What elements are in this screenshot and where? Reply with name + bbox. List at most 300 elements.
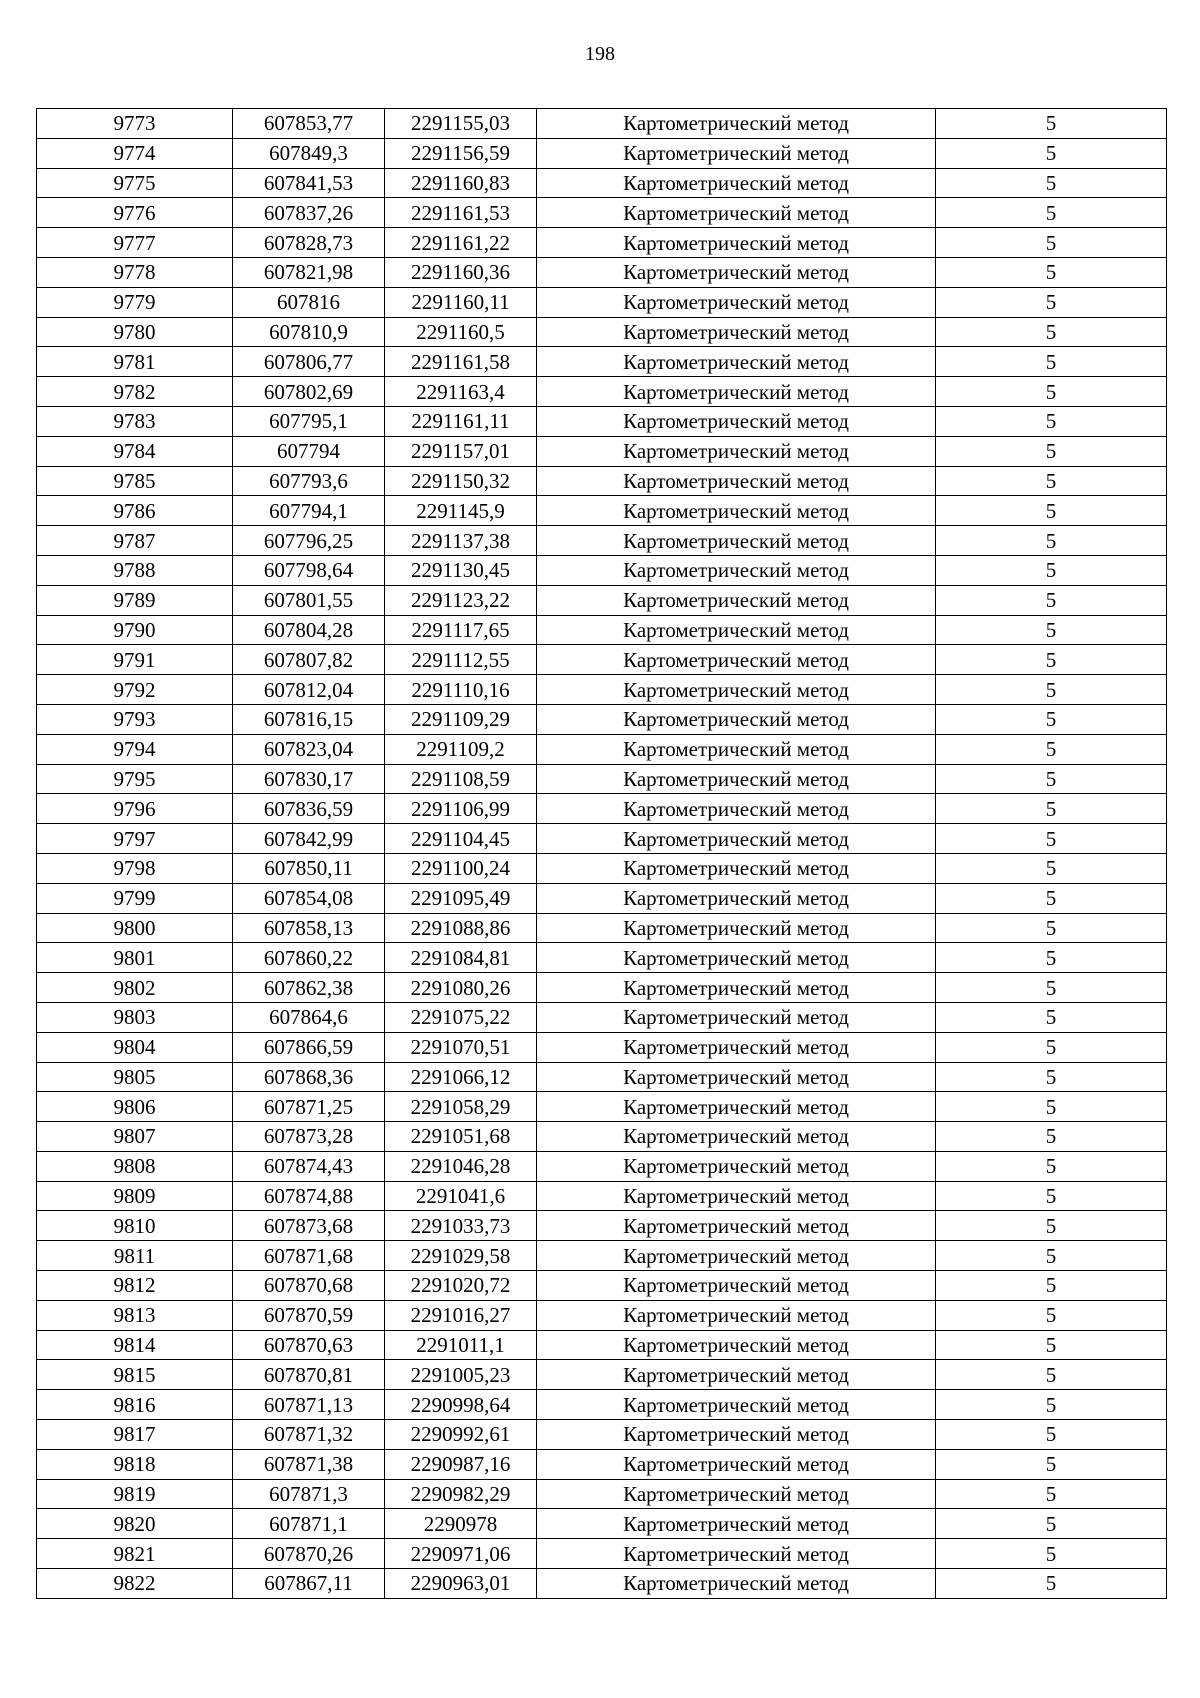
x-coordinate-cell: 607796,25	[233, 526, 385, 556]
table-row	[37, 1271, 1167, 1301]
y-coordinate-cell: 2291137,38	[385, 526, 537, 556]
y-coordinate-cell: 2291058,29	[385, 1092, 537, 1122]
error-cell: 5	[936, 943, 1167, 973]
error-cell: 5	[936, 1032, 1167, 1062]
y-coordinate-cell: 2291070,51	[385, 1032, 537, 1062]
y-coordinate-cell: 2290987,16	[385, 1449, 537, 1479]
point-number-cell: 9802	[37, 973, 233, 1003]
x-coordinate-cell: 607802,69	[233, 377, 385, 407]
point-number-cell: 9783	[37, 406, 233, 436]
method-cell: Картометрический метод	[537, 1360, 936, 1390]
y-coordinate-cell: 2290963,01	[385, 1569, 537, 1599]
x-coordinate-cell: 607870,63	[233, 1330, 385, 1360]
method-cell: Картометрический метод	[537, 1569, 936, 1599]
y-coordinate-cell: 2291150,32	[385, 466, 537, 496]
x-coordinate-cell: 607871,32	[233, 1420, 385, 1450]
x-coordinate-cell: 607795,1	[233, 406, 385, 436]
x-coordinate-cell: 607816	[233, 287, 385, 317]
method-cell: Картометрический метод	[537, 555, 936, 585]
method-cell: Картометрический метод	[537, 1420, 936, 1450]
x-coordinate-cell: 607871,25	[233, 1092, 385, 1122]
error-cell: 5	[936, 824, 1167, 854]
point-number-cell: 9809	[37, 1181, 233, 1211]
y-coordinate-cell: 2291161,11	[385, 406, 537, 436]
error-cell: 5	[936, 1539, 1167, 1569]
x-coordinate-cell: 607830,17	[233, 764, 385, 794]
x-coordinate-cell: 607874,43	[233, 1151, 385, 1181]
method-cell: Картометрический метод	[537, 287, 936, 317]
point-number-cell: 9787	[37, 526, 233, 556]
y-coordinate-cell: 2291106,99	[385, 794, 537, 824]
point-number-cell: 9819	[37, 1479, 233, 1509]
method-cell: Картометрический метод	[537, 496, 936, 526]
x-coordinate-cell: 607873,68	[233, 1211, 385, 1241]
x-coordinate-cell: 607853,77	[233, 109, 385, 139]
y-coordinate-cell: 2291155,03	[385, 109, 537, 139]
error-cell: 5	[936, 704, 1167, 734]
table-row	[37, 1241, 1167, 1271]
table-row	[37, 1479, 1167, 1509]
x-coordinate-cell: 607870,81	[233, 1360, 385, 1390]
x-coordinate-cell: 607868,36	[233, 1062, 385, 1092]
method-cell: Картометрический метод	[537, 973, 936, 1003]
point-number-cell: 9788	[37, 555, 233, 585]
point-number-cell: 9778	[37, 257, 233, 287]
point-number-cell: 9822	[37, 1569, 233, 1599]
x-coordinate-cell: 607871,1	[233, 1509, 385, 1539]
y-coordinate-cell: 2291112,55	[385, 645, 537, 675]
point-number-cell: 9806	[37, 1092, 233, 1122]
y-coordinate-cell: 2291161,53	[385, 198, 537, 228]
point-number-cell: 9789	[37, 585, 233, 615]
y-coordinate-cell: 2291088,86	[385, 913, 537, 943]
method-cell: Картометрический метод	[537, 704, 936, 734]
x-coordinate-cell: 607870,26	[233, 1539, 385, 1569]
error-cell: 5	[936, 1241, 1167, 1271]
error-cell: 5	[936, 526, 1167, 556]
error-cell: 5	[936, 883, 1167, 913]
y-coordinate-cell: 2291109,29	[385, 704, 537, 734]
point-number-cell: 9774	[37, 138, 233, 168]
error-cell: 5	[936, 1569, 1167, 1599]
point-number-cell: 9780	[37, 317, 233, 347]
table-row	[37, 794, 1167, 824]
method-cell: Картометрический метод	[537, 1390, 936, 1420]
error-cell: 5	[936, 1509, 1167, 1539]
x-coordinate-cell: 607823,04	[233, 734, 385, 764]
y-coordinate-cell: 2291095,49	[385, 883, 537, 913]
x-coordinate-cell: 607871,13	[233, 1390, 385, 1420]
error-cell: 5	[936, 555, 1167, 585]
error-cell: 5	[936, 436, 1167, 466]
point-number-cell: 9781	[37, 347, 233, 377]
method-cell: Картометрический метод	[537, 913, 936, 943]
x-coordinate-cell: 607804,28	[233, 615, 385, 645]
method-cell: Картометрический метод	[537, 198, 936, 228]
x-coordinate-cell: 607862,38	[233, 973, 385, 1003]
method-cell: Картометрический метод	[537, 406, 936, 436]
table-row	[37, 1092, 1167, 1122]
method-cell: Картометрический метод	[537, 317, 936, 347]
method-cell: Картометрический метод	[537, 645, 936, 675]
x-coordinate-cell: 607812,04	[233, 675, 385, 705]
point-number-cell: 9797	[37, 824, 233, 854]
y-coordinate-cell: 2291157,01	[385, 436, 537, 466]
point-number-cell: 9812	[37, 1271, 233, 1301]
y-coordinate-cell: 2291100,24	[385, 853, 537, 883]
error-cell: 5	[936, 1151, 1167, 1181]
point-number-cell: 9776	[37, 198, 233, 228]
method-cell: Картометрический метод	[537, 585, 936, 615]
y-coordinate-cell: 2290998,64	[385, 1390, 537, 1420]
point-number-cell: 9782	[37, 377, 233, 407]
error-cell: 5	[936, 257, 1167, 287]
error-cell: 5	[936, 138, 1167, 168]
table-row	[37, 1122, 1167, 1152]
y-coordinate-cell: 2291084,81	[385, 943, 537, 973]
x-coordinate-cell: 607870,68	[233, 1271, 385, 1301]
x-coordinate-cell: 607828,73	[233, 228, 385, 258]
table-row	[37, 257, 1167, 287]
error-cell: 5	[936, 466, 1167, 496]
error-cell: 5	[936, 406, 1167, 436]
error-cell: 5	[936, 377, 1167, 407]
point-number-cell: 9807	[37, 1122, 233, 1152]
table-row	[37, 645, 1167, 675]
table-row	[37, 377, 1167, 407]
table-row	[37, 168, 1167, 198]
method-cell: Картометрический метод	[537, 1181, 936, 1211]
x-coordinate-cell: 607806,77	[233, 347, 385, 377]
point-number-cell: 9820	[37, 1509, 233, 1539]
coordinates-table	[36, 108, 1167, 1599]
table-row	[37, 675, 1167, 705]
table-row	[37, 973, 1167, 1003]
error-cell: 5	[936, 1360, 1167, 1390]
x-coordinate-cell: 607874,88	[233, 1181, 385, 1211]
error-cell: 5	[936, 734, 1167, 764]
table-row	[37, 1151, 1167, 1181]
point-number-cell: 9791	[37, 645, 233, 675]
x-coordinate-cell: 607866,59	[233, 1032, 385, 1062]
y-coordinate-cell: 2291161,22	[385, 228, 537, 258]
table-row	[37, 913, 1167, 943]
table-row	[37, 883, 1167, 913]
point-number-cell: 9811	[37, 1241, 233, 1271]
y-coordinate-cell: 2290978	[385, 1509, 537, 1539]
y-coordinate-cell: 2291163,4	[385, 377, 537, 407]
x-coordinate-cell: 607850,11	[233, 853, 385, 883]
point-number-cell: 9795	[37, 764, 233, 794]
x-coordinate-cell: 607849,3	[233, 138, 385, 168]
method-cell: Картометрический метод	[537, 794, 936, 824]
y-coordinate-cell: 2291075,22	[385, 1002, 537, 1032]
y-coordinate-cell: 2291041,6	[385, 1181, 537, 1211]
table-row	[37, 1539, 1167, 1569]
error-cell: 5	[936, 317, 1167, 347]
error-cell: 5	[936, 198, 1167, 228]
table-row	[37, 198, 1167, 228]
x-coordinate-cell: 607860,22	[233, 943, 385, 973]
point-number-cell: 9814	[37, 1330, 233, 1360]
point-number-cell: 9808	[37, 1151, 233, 1181]
table-row	[37, 347, 1167, 377]
coordinates-table-body	[37, 109, 1167, 1599]
error-cell: 5	[936, 853, 1167, 883]
point-number-cell: 9792	[37, 675, 233, 705]
method-cell: Картометрический метод	[537, 1032, 936, 1062]
method-cell: Картометрический метод	[537, 1211, 936, 1241]
table-row	[37, 1569, 1167, 1599]
method-cell: Картометрический метод	[537, 824, 936, 854]
y-coordinate-cell: 2291020,72	[385, 1271, 537, 1301]
method-cell: Картометрический метод	[537, 1062, 936, 1092]
table-row	[37, 1062, 1167, 1092]
error-cell: 5	[936, 645, 1167, 675]
method-cell: Картометрический метод	[537, 466, 936, 496]
point-number-cell: 9796	[37, 794, 233, 824]
x-coordinate-cell: 607793,6	[233, 466, 385, 496]
y-coordinate-cell: 2291005,23	[385, 1360, 537, 1390]
method-cell: Картометрический метод	[537, 347, 936, 377]
point-number-cell: 9786	[37, 496, 233, 526]
y-coordinate-cell: 2291145,9	[385, 496, 537, 526]
table-row	[37, 585, 1167, 615]
point-number-cell: 9800	[37, 913, 233, 943]
x-coordinate-cell: 607798,64	[233, 555, 385, 585]
method-cell: Картометрический метод	[537, 853, 936, 883]
y-coordinate-cell: 2291066,12	[385, 1062, 537, 1092]
method-cell: Картометрический метод	[537, 1479, 936, 1509]
error-cell: 5	[936, 1122, 1167, 1152]
x-coordinate-cell: 607873,28	[233, 1122, 385, 1152]
table-row	[37, 764, 1167, 794]
table-row	[37, 555, 1167, 585]
error-cell: 5	[936, 287, 1167, 317]
method-cell: Картометрический метод	[537, 138, 936, 168]
table-row	[37, 138, 1167, 168]
method-cell: Картометрический метод	[537, 883, 936, 913]
y-coordinate-cell: 2291109,2	[385, 734, 537, 764]
x-coordinate-cell: 607842,99	[233, 824, 385, 854]
table-row	[37, 406, 1167, 436]
error-cell: 5	[936, 1092, 1167, 1122]
y-coordinate-cell: 2291160,5	[385, 317, 537, 347]
x-coordinate-cell: 607871,38	[233, 1449, 385, 1479]
error-cell: 5	[936, 913, 1167, 943]
table-row	[37, 1330, 1167, 1360]
x-coordinate-cell: 607854,08	[233, 883, 385, 913]
y-coordinate-cell: 2291016,27	[385, 1300, 537, 1330]
x-coordinate-cell: 607858,13	[233, 913, 385, 943]
method-cell: Картометрический метод	[537, 734, 936, 764]
method-cell: Картометрический метод	[537, 168, 936, 198]
x-coordinate-cell: 607801,55	[233, 585, 385, 615]
table-row	[37, 943, 1167, 973]
table-row	[37, 109, 1167, 139]
point-number-cell: 9821	[37, 1539, 233, 1569]
error-cell: 5	[936, 764, 1167, 794]
method-cell: Картометрический метод	[537, 675, 936, 705]
table-row	[37, 1002, 1167, 1032]
x-coordinate-cell: 607871,68	[233, 1241, 385, 1271]
table-row	[37, 615, 1167, 645]
x-coordinate-cell: 607794,1	[233, 496, 385, 526]
method-cell: Картометрический метод	[537, 1539, 936, 1569]
page-number: 198	[585, 43, 615, 65]
error-cell: 5	[936, 585, 1167, 615]
error-cell: 5	[936, 1271, 1167, 1301]
y-coordinate-cell: 2291117,65	[385, 615, 537, 645]
method-cell: Картометрический метод	[537, 1122, 936, 1152]
point-number-cell: 9803	[37, 1002, 233, 1032]
table-row	[37, 466, 1167, 496]
error-cell: 5	[936, 1449, 1167, 1479]
method-cell: Картометрический метод	[537, 1330, 936, 1360]
y-coordinate-cell: 2291130,45	[385, 555, 537, 585]
point-number-cell: 9784	[37, 436, 233, 466]
error-cell: 5	[936, 615, 1167, 645]
method-cell: Картометрический метод	[537, 1300, 936, 1330]
table-row	[37, 704, 1167, 734]
y-coordinate-cell: 2291110,16	[385, 675, 537, 705]
table-row	[37, 496, 1167, 526]
y-coordinate-cell: 2291108,59	[385, 764, 537, 794]
error-cell: 5	[936, 1300, 1167, 1330]
method-cell: Картометрический метод	[537, 436, 936, 466]
error-cell: 5	[936, 228, 1167, 258]
point-number-cell: 9790	[37, 615, 233, 645]
x-coordinate-cell: 607870,59	[233, 1300, 385, 1330]
method-cell: Картометрический метод	[537, 257, 936, 287]
table-row	[37, 526, 1167, 556]
point-number-cell: 9798	[37, 853, 233, 883]
table-row	[37, 1390, 1167, 1420]
y-coordinate-cell: 2291033,73	[385, 1211, 537, 1241]
table-row	[37, 436, 1167, 466]
method-cell: Картометрический метод	[537, 1509, 936, 1539]
y-coordinate-cell: 2291011,1	[385, 1330, 537, 1360]
point-number-cell: 9777	[37, 228, 233, 258]
point-number-cell: 9805	[37, 1062, 233, 1092]
y-coordinate-cell: 2291161,58	[385, 347, 537, 377]
method-cell: Картометрический метод	[537, 109, 936, 139]
method-cell: Картометрический метод	[537, 943, 936, 973]
y-coordinate-cell: 2291156,59	[385, 138, 537, 168]
table-row	[37, 734, 1167, 764]
method-cell: Картометрический метод	[537, 764, 936, 794]
method-cell: Картометрический метод	[537, 615, 936, 645]
point-number-cell: 9817	[37, 1420, 233, 1450]
error-cell: 5	[936, 794, 1167, 824]
y-coordinate-cell: 2291080,26	[385, 973, 537, 1003]
table-row	[37, 1449, 1167, 1479]
table-row	[37, 1211, 1167, 1241]
table-row	[37, 1420, 1167, 1450]
error-cell: 5	[936, 168, 1167, 198]
point-number-cell: 9773	[37, 109, 233, 139]
y-coordinate-cell: 2291123,22	[385, 585, 537, 615]
error-cell: 5	[936, 1330, 1167, 1360]
point-number-cell: 9815	[37, 1360, 233, 1390]
error-cell: 5	[936, 496, 1167, 526]
error-cell: 5	[936, 1062, 1167, 1092]
point-number-cell: 9775	[37, 168, 233, 198]
error-cell: 5	[936, 1002, 1167, 1032]
y-coordinate-cell: 2291160,36	[385, 257, 537, 287]
y-coordinate-cell: 2291046,28	[385, 1151, 537, 1181]
y-coordinate-cell: 2291029,58	[385, 1241, 537, 1271]
point-number-cell: 9793	[37, 704, 233, 734]
x-coordinate-cell: 607841,53	[233, 168, 385, 198]
table-row	[37, 824, 1167, 854]
point-number-cell: 9810	[37, 1211, 233, 1241]
table-row	[37, 1360, 1167, 1390]
x-coordinate-cell: 607871,3	[233, 1479, 385, 1509]
table-row	[37, 317, 1167, 347]
y-coordinate-cell: 2290992,61	[385, 1420, 537, 1450]
error-cell: 5	[936, 973, 1167, 1003]
point-number-cell: 9779	[37, 287, 233, 317]
x-coordinate-cell: 607810,9	[233, 317, 385, 347]
x-coordinate-cell: 607864,6	[233, 1002, 385, 1032]
error-cell: 5	[936, 1181, 1167, 1211]
point-number-cell: 9816	[37, 1390, 233, 1420]
method-cell: Картометрический метод	[537, 377, 936, 407]
method-cell: Картометрический метод	[537, 1449, 936, 1479]
table-row	[37, 1181, 1167, 1211]
y-coordinate-cell: 2291104,45	[385, 824, 537, 854]
point-number-cell: 9794	[37, 734, 233, 764]
table-row	[37, 853, 1167, 883]
point-number-cell: 9804	[37, 1032, 233, 1062]
point-number-cell: 9818	[37, 1449, 233, 1479]
point-number-cell: 9801	[37, 943, 233, 973]
table-row	[37, 287, 1167, 317]
point-number-cell: 9785	[37, 466, 233, 496]
error-cell: 5	[936, 675, 1167, 705]
y-coordinate-cell: 2291051,68	[385, 1122, 537, 1152]
x-coordinate-cell: 607807,82	[233, 645, 385, 675]
error-cell: 5	[936, 347, 1167, 377]
method-cell: Картометрический метод	[537, 526, 936, 556]
method-cell: Картометрический метод	[537, 1271, 936, 1301]
y-coordinate-cell: 2290971,06	[385, 1539, 537, 1569]
y-coordinate-cell: 2291160,83	[385, 168, 537, 198]
x-coordinate-cell: 607837,26	[233, 198, 385, 228]
error-cell: 5	[936, 1390, 1167, 1420]
x-coordinate-cell: 607821,98	[233, 257, 385, 287]
error-cell: 5	[936, 1479, 1167, 1509]
point-number-cell: 9813	[37, 1300, 233, 1330]
method-cell: Картометрический метод	[537, 1092, 936, 1122]
method-cell: Картометрический метод	[537, 1241, 936, 1271]
table-row	[37, 1300, 1167, 1330]
y-coordinate-cell: 2290982,29	[385, 1479, 537, 1509]
method-cell: Картометрический метод	[537, 1151, 936, 1181]
x-coordinate-cell: 607794	[233, 436, 385, 466]
x-coordinate-cell: 607816,15	[233, 704, 385, 734]
error-cell: 5	[936, 1420, 1167, 1450]
method-cell: Картометрический метод	[537, 228, 936, 258]
table-row	[37, 228, 1167, 258]
table-row	[37, 1509, 1167, 1539]
table-row	[37, 1032, 1167, 1062]
x-coordinate-cell: 607836,59	[233, 794, 385, 824]
x-coordinate-cell: 607867,11	[233, 1569, 385, 1599]
method-cell: Картометрический метод	[537, 1002, 936, 1032]
y-coordinate-cell: 2291160,11	[385, 287, 537, 317]
